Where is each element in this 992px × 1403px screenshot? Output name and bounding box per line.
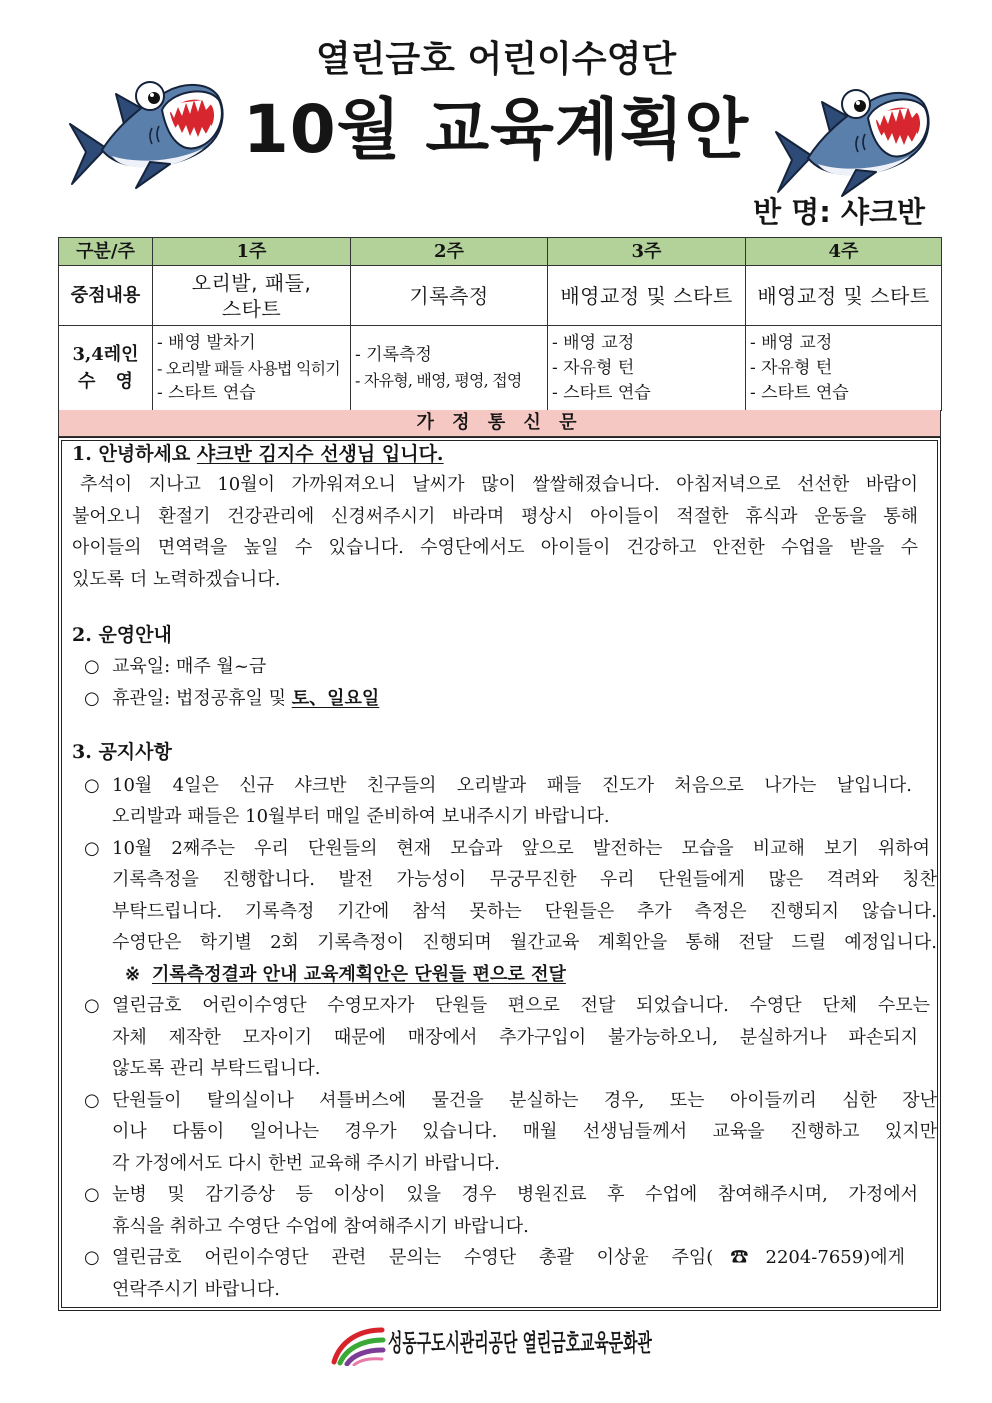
- greeting-heading-emphasis: 샤크반 김지수 선생님 입니다.: [196, 443, 444, 465]
- header-category-week: 구분/주: [59, 238, 153, 266]
- cell-line: - 스타트 연습: [750, 382, 849, 403]
- greeting-heading: [62, 441, 937, 467]
- greeting-heading-prefix: 1. 안녕하세요: [72, 443, 197, 465]
- notice-line: 기록측정을 진행합니다. 발전 가능성이 무궁무진한 우리 단원들에게 많은 격려와 칭찬: [112, 869, 937, 891]
- monthly-plan-table: [58, 237, 942, 411]
- table-header-row: [59, 238, 942, 266]
- newsletter-banner: 가 정 통 신 문: [58, 410, 941, 437]
- notice-line: [62, 1242, 937, 1274]
- notice-line: 자체 제작한 모자이기 때문에 매장에서 추가구입이 불가능하오니, 분실하거나 파손되지: [112, 1026, 918, 1048]
- notice-line: 이나 다툼이 일어나는 경우가 있습니다. 매월 선생님들께서 교육을 진행하고 있지만: [112, 1121, 937, 1143]
- notice-line: [62, 770, 937, 802]
- class-name-label: 반 명: 샤크반: [753, 195, 925, 229]
- notice-line: 연락주시기 바랍니다.: [112, 1278, 280, 1300]
- operation-item-closed: [62, 683, 937, 715]
- focus-week-1: [153, 266, 351, 326]
- circle-bullet-icon: ○: [84, 1184, 100, 1206]
- reference-mark-icon: ※: [125, 963, 141, 985]
- lesson-week-3: [548, 326, 746, 411]
- cell-line: - 배영 교정: [552, 332, 635, 353]
- header-week-2: 2주: [351, 238, 548, 266]
- shark-mascot-icon-left: [66, 66, 226, 190]
- circle-bullet-icon: ○: [84, 687, 100, 709]
- notice-list: [62, 770, 937, 1306]
- header-week-4: 4주: [746, 238, 942, 266]
- operation-text: 휴관일: 법정공휴일 및: [112, 687, 292, 709]
- notice-line: [62, 833, 937, 865]
- operation-item-days: [62, 651, 937, 683]
- cell-line: 스타트: [221, 296, 282, 321]
- paragraph-line: 추석이 지나고 10월이 가까워져오니 날씨가 많이 쌀쌀해졌습니다. 아침저녁으로 선선한 바람이: [80, 474, 918, 495]
- greeting-paragraph: [62, 469, 937, 596]
- focus-week-2: [351, 266, 548, 326]
- header-week-3: 3주: [548, 238, 746, 266]
- focus-week-4: [746, 266, 942, 326]
- row-label-swim: 수 영: [77, 371, 134, 392]
- operation-heading: 2. 운영안내: [72, 623, 172, 646]
- notice-text: 열린금호 어린이수영단 수영모자가 단원들 편으로 전달 되었습니다. 수영단 단체 수모는: [112, 995, 930, 1017]
- notice-text: 열린금호 어린이수영단 관련 문의는 수영단 총괄 이상윤 주임(☎2204-7659)에게: [112, 1247, 905, 1269]
- notice-line: [62, 1179, 937, 1211]
- cell-line: 배영교정 및 스타트: [757, 283, 930, 308]
- notice-line: 각 가정에서도 다시 한번 교육해 주시기 바랍니다.: [112, 1152, 500, 1174]
- closed-days-emphasis: 토、일요일: [291, 687, 380, 709]
- row-label-focus: 중점내용: [59, 266, 153, 326]
- circle-bullet-icon: ○: [84, 1089, 100, 1111]
- circle-bullet-icon: ○: [84, 1247, 100, 1269]
- notice-line: [62, 990, 937, 1022]
- circle-bullet-icon: ○: [84, 995, 100, 1017]
- cell-line: 배영교정 및 스타트: [560, 283, 733, 308]
- facility-name: 열린금호교육문화관: [522, 1329, 652, 1357]
- cell-line: - 자유형 턴: [552, 357, 635, 378]
- paragraph-line: 아이들의 면역력을 높일 수 있습니다. 수영단에서도 아이들이 건강하고 안전한 수업을 받을 수: [72, 537, 918, 559]
- lesson-week-4: [746, 326, 942, 411]
- program-name: 열린금호 어린이수영단: [315, 39, 677, 80]
- notice-line: [62, 1085, 937, 1117]
- notice-text: 10월 2째주는 우리 단원들의 현재 모습과 앞으로 발전하는 모습을 비교해 보기 위하여: [112, 837, 930, 859]
- focus-content-row: [59, 266, 942, 326]
- focus-week-3: [548, 266, 746, 326]
- notice-text: 눈병 및 감기증상 등 이상이 있을 경우 병원진료 후 수업에 참여해주시며, 가정에서: [112, 1184, 918, 1206]
- cell-line: - 기록측정: [355, 345, 432, 365]
- footer-organization: [388, 1328, 652, 1358]
- notice-line: 부탁드립니다. 기록측정 기간에 참석 못하는 단원들은 추가 측정은 진행되지 않습니다.: [112, 900, 937, 922]
- cell-line: - 배영 교정: [750, 332, 833, 353]
- rainbow-swoosh-icon: [330, 1322, 386, 1366]
- cell-line: - 자유형, 배영, 평영, 접영: [355, 371, 522, 390]
- lesson-content-row: [59, 326, 942, 411]
- circle-bullet-icon: ○: [84, 837, 100, 859]
- notice-text: 10월 4일은 신규 샤크반 친구들의 오리발과 패들 진도가 처음으로 나가는 날입니다.: [112, 774, 912, 796]
- notice-line: 않도록 관리 부탁드립니다.: [112, 1058, 321, 1080]
- header-week-1: 1주: [153, 238, 351, 266]
- record-result-note: [62, 959, 937, 991]
- cell-line: 오리발, 패들,: [191, 270, 312, 295]
- cell-line: - 오리발 패들 사용법 익히기: [157, 358, 340, 378]
- notice-line: 수영단은 학기별 2회 기록측정이 진행되며 월간교육 계획안을 통해 전달 드릴 예정입니다.: [112, 932, 937, 954]
- note-text: 기록측정결과 안내 교육계획안은 단원들 편으로 전달: [152, 963, 566, 985]
- notice-line: 휴식을 취하고 수영단 수업에 참여해주시기 바랍니다.: [112, 1215, 529, 1237]
- paragraph-line: 있도록 더 노력하겠습니다.: [72, 569, 281, 591]
- notice-line: 오리발과 패들은 10월부터 매일 준비하여 보내주시기 바랍니다.: [112, 806, 610, 828]
- shark-mascot-icon-right: [772, 74, 932, 198]
- circle-bullet-icon: ○: [84, 655, 100, 677]
- lesson-week-1: [153, 326, 351, 411]
- cell-line: - 자유형 턴: [750, 357, 833, 378]
- row-label-lesson: [59, 326, 153, 411]
- cell-line: - 배영 발차기: [157, 332, 256, 353]
- org-name: 성동구도시관리공단: [388, 1329, 518, 1357]
- cell-line: 기록측정: [409, 283, 489, 308]
- row-label-lane: 3,4레인: [72, 344, 139, 365]
- paragraph-line: 불어오니 환절기 건강관리에 신경써주시기 바라며 평상시 아이들이 적절한 휴식과 운동을 통해: [72, 505, 918, 527]
- cell-line: - 스타트 연습: [157, 382, 256, 403]
- cell-line: - 스타트 연습: [552, 382, 651, 403]
- lesson-week-2: [351, 326, 548, 411]
- page-title: 10월 교육계획안: [242, 91, 750, 168]
- newsletter-body: [58, 437, 941, 1311]
- operation-text: 교육일: 매주 월~금: [112, 655, 267, 677]
- notice-text: 단원들이 탈의실이나 셔틀버스에 물건을 분실하는 경우, 또는 아이들끼리 심한 장난: [112, 1089, 937, 1111]
- notice-heading: 3. 공지사항: [72, 740, 172, 763]
- circle-bullet-icon: ○: [84, 774, 100, 796]
